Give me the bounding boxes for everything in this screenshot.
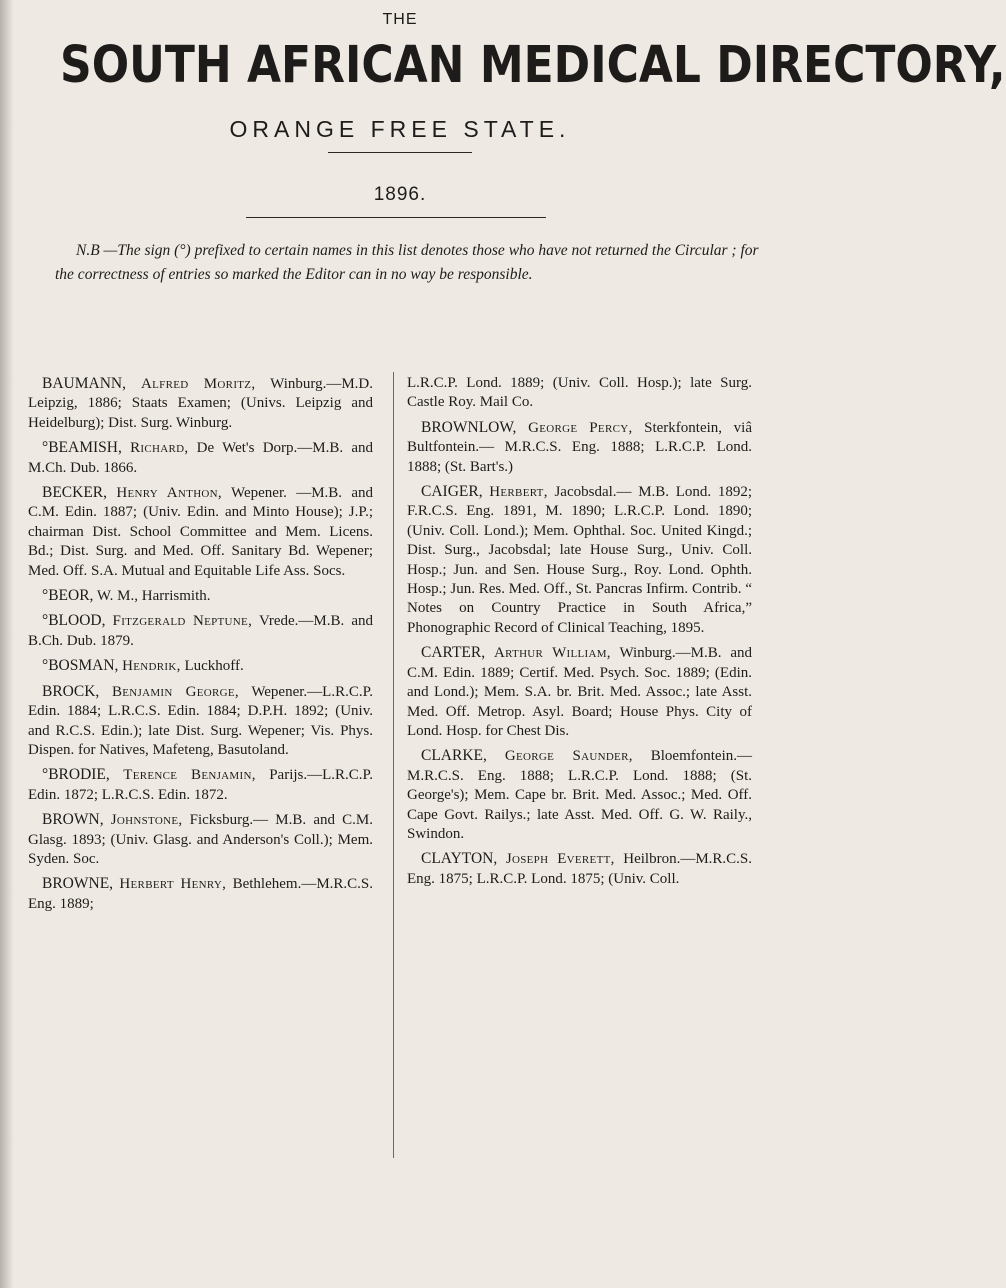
entry-given-names: Arthur William,	[493, 645, 611, 662]
directory-entry	[28, 483, 373, 581]
entry-details: Wepener.—L.R.C.P. Edin. 1884; L.R.C.S. Edin. 1884; D.P.H. 1892; (Univ. and R.C.S. Edin.); late Dist. Surg. Wepener; Vis. Phys. Dispen. for Natives, Mafeteng, Basutoland.	[28, 683, 374, 758]
directory-entry	[28, 611, 373, 651]
entry-given-names: Benjamin George,	[111, 683, 239, 700]
entry-details: Winburg.—M.D. Leipzig, 1886; Staats Examen; (Univs. Leipzig and Heidelburg); Dist. Surg. Winburg.	[28, 376, 374, 431]
directory-entry	[28, 765, 373, 805]
directory-entry	[28, 438, 373, 478]
directory-entry	[407, 849, 752, 889]
entry-given-names: Johnstone,	[110, 812, 183, 829]
left-column	[28, 374, 373, 919]
page-subtitle: ORANGE FREE STATE.	[229, 116, 571, 142]
page-title: SOUTH AFRICAN MEDICAL DIRECTORY,	[60, 36, 1006, 95]
entry-surname: CLARKE,	[421, 747, 487, 765]
entry-surname: CAIGER,	[421, 483, 483, 501]
entry-details: L.R.C.P. Lond. 1889; (Univ. Coll. Hosp.); late Surg. Castle Roy. Mail Co.	[407, 375, 752, 411]
directory-entry	[407, 643, 752, 741]
entry-surname: BAUMANN,	[42, 375, 126, 392]
entry-given-names: Henry Anthon,	[116, 485, 222, 502]
entry-surname: BECKER,	[42, 484, 108, 502]
directory-entry	[407, 418, 752, 477]
column-divider	[393, 372, 394, 1158]
year-rule	[246, 217, 546, 218]
year-label: 1896.	[373, 184, 427, 205]
entry-details: W. M., Harrismith.	[96, 588, 211, 605]
entry-surname: °BEOR,	[42, 587, 94, 605]
entry-surname: °BEAMISH,	[42, 439, 122, 457]
editorial-note: N.B —The sign (°) prefixed to certain names in this list denotes those who have not returned the Circular ; for the correctness of entries so marked the Editor can in no way be responsible.	[55, 242, 759, 283]
entry-surname: CLAYTON,	[421, 850, 498, 868]
directory-entry	[28, 586, 373, 606]
entry-details: Parijs.—L.R.C.P. Edin. 1872; L.R.C.S. Edin. 1872.	[28, 767, 373, 803]
directory-entry	[28, 682, 373, 761]
header-the: THE	[382, 11, 418, 28]
entry-given-names: Terence Benjamin,	[123, 767, 256, 784]
entry-surname: BROWNE,	[42, 875, 114, 893]
entry-details: Winburg.—M.B. and C.M. Edin. 1889; Certif. Med. Psych. Soc. 1889; (Edin. and Lond.); Mem. S.A. br. Brit. Med. Assoc.; late Asst. Med. Off. Metrop. Asyl. Board; House Phys. City of Lond. Hosp. for Chest Dis.	[407, 645, 752, 739]
entry-given-names: George Saunder,	[504, 748, 633, 765]
entry-details: Wepener. —M.B. and C.M. Edin. 1887; (Univ. Edin. and Minto House); J.P.; chairman Dist. School Committee and Mem. Licens. Bd.; Dist. Surg. and Med. Off. Sanitary Bd. Wepener; Med. Off. S.A. Mutual and Equitable Life Ass. Socs.	[28, 485, 373, 579]
entry-surname: BROWNLOW,	[421, 418, 517, 436]
entry-given-names: Herbert Henry,	[119, 876, 227, 893]
entry-details: Sterkfontein, viâ Bultfontein.— M.R.C.S. Eng. 1888; L.R.C.P. Lond. 1888; (St. Bart's.)	[407, 419, 752, 475]
entry-surname: °BOSMAN,	[42, 657, 119, 675]
directory-entry	[28, 874, 373, 914]
entry-surname: BROWN,	[42, 811, 104, 829]
entry-given-names: Alfred Moritz,	[141, 376, 256, 392]
title-rule	[328, 152, 472, 153]
entry-details: Vrede.—M.B. and B.Ch. Dub. 1879.	[28, 613, 374, 649]
entry-given-names: Herbert,	[489, 484, 548, 501]
entry-given-names: Hendrik,	[122, 658, 181, 675]
entry-details: Ficksburg.— M.B. and C.M. Glasg. 1893; (Univ. Glasg. and Anderson's Coll.); Mem. Syden. Soc.	[28, 812, 373, 867]
entry-given-names: Fitzgerald Neptune,	[112, 613, 253, 630]
right-column	[407, 374, 752, 894]
entry-details: De Wet's Dorp.—M.B. and M.Ch. Dub. 1866.	[28, 440, 374, 476]
entry-details: Bloemfontein.—M.R.C.S. Eng. 1888; L.R.C.P. Lond. 1888; (St. George's); Mem. Cape br. Brit. Med. Assoc.; Med. Off. Cape Govt. Railys.; late Asst. Med. Off. G. W. Raily., Swindon.	[407, 748, 752, 842]
entry-surname: BROCK,	[42, 682, 100, 700]
directory-entry	[407, 482, 752, 638]
entry-details: Luckhoff.	[184, 658, 244, 675]
entry-details: Heilbron.—M.R.C.S. Eng. 1875; L.R.C.P. Lond. 1875; (Univ. Coll.	[407, 851, 753, 887]
directory-entry	[407, 374, 752, 413]
entry-surname: °BRODIE,	[42, 766, 110, 784]
entry-details: Jacobsdal.— M.B. Lond. 1892; F.R.C.S. Eng. 1891, M. 1890; L.R.C.P. Lond. 1890; (Univ. Coll. Lond.); Mem. Ophthal. Soc. United Kingd.; Dist. Surg., Jacobsdal; late House Surg., Univ. Coll. Hosp.; Jun. and Sen. House Surg., Roy. Lond. Ophth. Hosp.; Jun. Res. Med. Off., St. Pancras Infirm. Contrib. “ Notes on Country Practice in South Africa,” Phonographic Record of Clinical Teaching, 1895.	[407, 484, 752, 636]
entry-details: Bethlehem.—M.R.C.S. Eng. 1889;	[28, 876, 374, 912]
entry-surname: °BLOOD,	[42, 612, 106, 630]
directory-entry	[28, 656, 373, 676]
entry-given-names: Joseph Everett,	[505, 851, 615, 868]
directory-entry	[407, 746, 752, 844]
entry-given-names: George Percy,	[528, 419, 633, 436]
entry-given-names: Richard,	[130, 440, 189, 457]
directory-entry	[28, 810, 373, 869]
directory-entry	[28, 374, 373, 433]
entry-surname: CARTER,	[421, 644, 486, 662]
